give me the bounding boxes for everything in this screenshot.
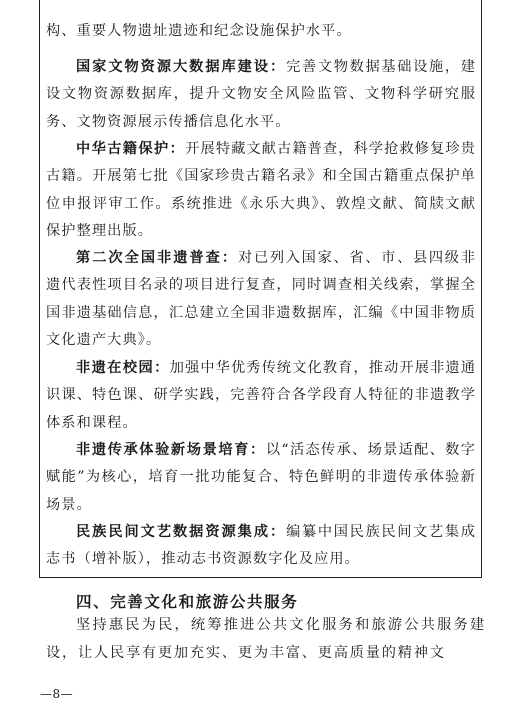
- item-title: 第二次全国非遗普查：: [76, 250, 239, 266]
- item-paragraph-heritage-census: [46, 245, 476, 354]
- item-paragraph-heritage-campus: [46, 355, 476, 437]
- item-title: 民族民间文艺数据资源集成：: [76, 524, 287, 540]
- item-text: 开展特藏文献古籍普查，科学抢救修复珍贵古籍。开展第七批《国家珍贵古籍名录》和全国古籍重点保护单位申报评审工作。系统推进《永乐大典》、敦煌文献、简牍文献保护整理出版。: [46, 141, 476, 239]
- item-title: 非遗传承体验新场景培育：: [76, 442, 266, 458]
- item-text: 编纂中国民族民间文艺集成志书（增补版），推动志书资源数字化及应用。: [46, 524, 476, 568]
- item-title: 中华古籍保护：: [76, 141, 186, 157]
- section-heading: 四、完善文化和旅游公共服务: [76, 593, 299, 611]
- page-number: —8—: [40, 687, 74, 701]
- item-paragraph-folk-art: [46, 519, 476, 574]
- item-paragraph-experience-scenes: [46, 437, 476, 519]
- item-text: 完善文物数据基础设施，建设文物资源数据库，提升文物安全风险监管、文物科学研究服务、文物资源展示传播信息化水平。: [46, 59, 476, 130]
- item-text: 对已列入国家、省、市、县四级非遗代表性项目名录的项目进行复查，同时调查相关线索，掌握全国非遗基础信息，汇总建立全国非遗数据库，汇编《中国非物质文化遗产大典》。: [46, 250, 476, 348]
- section-body-paragraph: 坚持惠民为民，统筹推进公共文化服务和旅游公共服务建设，让人民享有更加充实、更为丰富、更高质量的精神文: [46, 617, 486, 661]
- item-paragraph-ancient-books: [46, 136, 476, 245]
- item-text: 以“活态传承、场景适配、数字赋能”为核心，培育一批功能复合、特色鲜明的非遗传承体验新场景。: [46, 442, 476, 513]
- lead-paragraph: 构、重要人物遗址遗迹和纪念设施保护水平。: [46, 23, 352, 39]
- item-text: 加强中华优秀传统文化教育，推动开展非遗通识课、特色课、研学实践，完善符合各学段育人特征的非遗教学体系和课程。: [46, 360, 476, 431]
- item-paragraph-data-platform: [46, 54, 476, 136]
- item-title: 国家文物资源大数据库建设：: [76, 59, 287, 75]
- item-title: 非遗在校园：: [76, 360, 170, 376]
